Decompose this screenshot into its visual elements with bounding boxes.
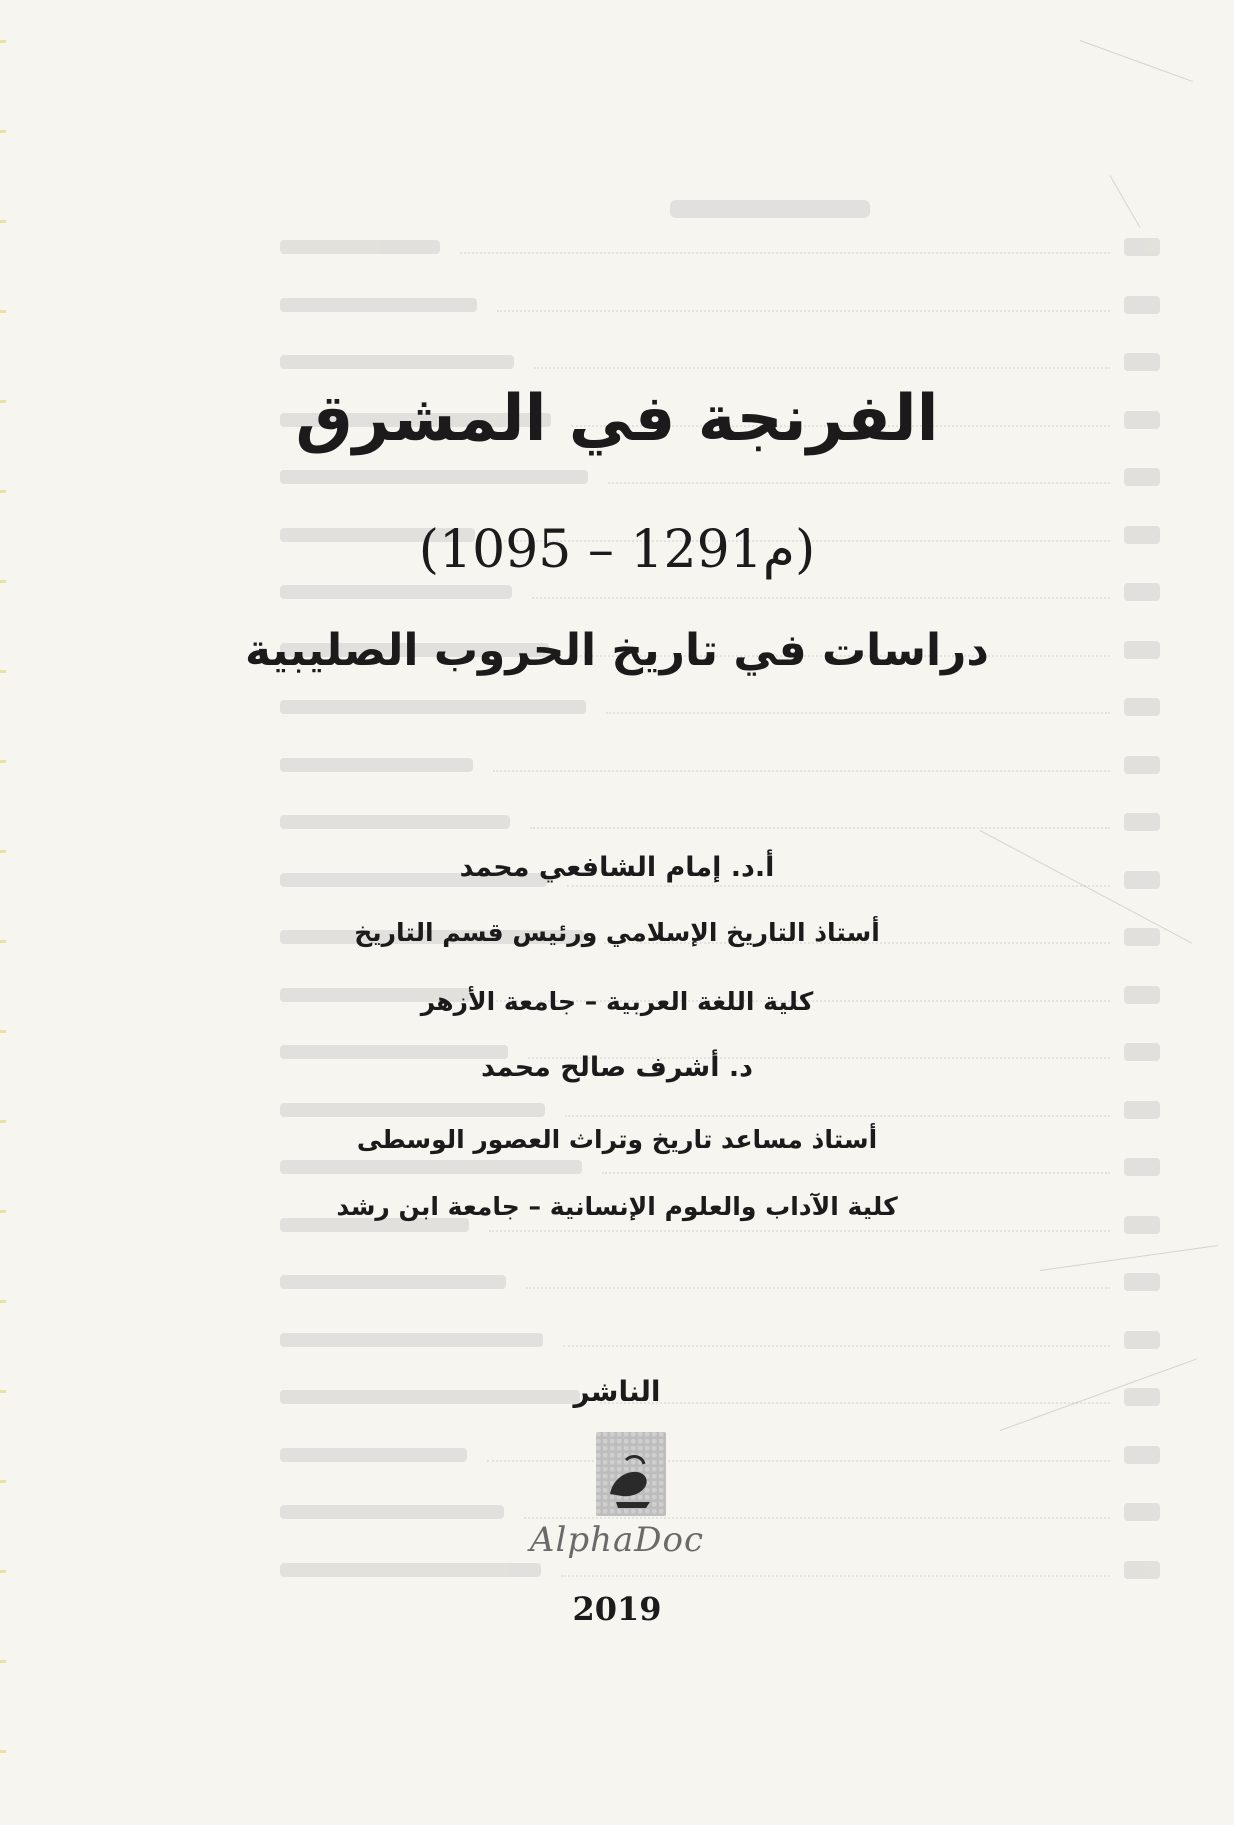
ghost-page-number xyxy=(1124,1503,1160,1521)
ghost-page-number xyxy=(1124,756,1160,774)
book-subtitle: دراسات في تاريخ الحروب الصليبية xyxy=(245,625,989,676)
ghost-entry-text xyxy=(280,1505,504,1519)
ghost-entry-text xyxy=(280,1333,543,1347)
publisher-label: الناشر xyxy=(573,1375,661,1408)
ghost-entry-text xyxy=(280,1563,541,1577)
paper-crease xyxy=(1040,1245,1218,1271)
ghost-leader-dots xyxy=(532,595,1110,599)
ghost-entry-text xyxy=(280,1275,506,1289)
ghost-entry-text xyxy=(280,298,477,312)
author-2-institution: كلية الآداب والعلوم الإنسانية – جامعة ابن رشد xyxy=(336,1192,898,1221)
author-1-institution: كلية اللغة العربية – جامعة الأزهر xyxy=(420,987,814,1016)
ghost-entry-text xyxy=(280,700,586,714)
ghost-entry-text xyxy=(280,758,473,772)
ghost-page-number xyxy=(1124,1561,1160,1579)
ghost-page-number xyxy=(1124,813,1160,831)
ghost-leader-dots xyxy=(563,1343,1110,1347)
ghost-page-number xyxy=(1124,296,1160,314)
ghost-page-number xyxy=(1124,1158,1160,1176)
ghost-page-number xyxy=(1124,238,1160,256)
ghost-leader-dots xyxy=(565,1113,1110,1117)
paper-crease xyxy=(1080,40,1193,82)
ghost-entry-text xyxy=(280,355,514,369)
author-1-name: أ.د. إمام الشافعي محمد xyxy=(459,852,775,883)
ghost-leader-dots xyxy=(487,1458,1110,1462)
ghost-leader-dots xyxy=(606,710,1110,714)
author-1-role: أستاذ التاريخ الإسلامي ورئيس قسم التاريخ xyxy=(354,918,880,947)
ghost-entry-text xyxy=(280,470,588,484)
ghost-heading xyxy=(670,200,870,218)
ghost-page-number xyxy=(1124,353,1160,371)
ghost-leader-dots xyxy=(526,1285,1110,1289)
author-2-role: أستاذ مساعد تاريخ وتراث العصور الوسطى xyxy=(356,1125,878,1154)
ghost-entry-text xyxy=(280,1160,582,1174)
ghost-entry-text xyxy=(280,585,512,599)
ghost-page-number xyxy=(1124,468,1160,486)
publisher-brand: AlphaDoc xyxy=(529,1520,705,1560)
ghost-entry-text xyxy=(280,1103,545,1117)
ghost-page-number xyxy=(1124,1101,1160,1119)
ghost-leader-dots xyxy=(493,768,1110,772)
ghost-page-number xyxy=(1124,583,1160,601)
ghost-leader-dots xyxy=(567,883,1110,887)
ghost-page-number xyxy=(1124,1273,1160,1291)
ghost-entry-text xyxy=(280,1448,467,1462)
ghost-leader-dots xyxy=(602,1170,1110,1174)
ghost-page-number xyxy=(1124,1446,1160,1464)
ghost-entry-text xyxy=(280,240,440,254)
publication-year: 2019 xyxy=(572,1590,662,1628)
ghost-leader-dots xyxy=(530,825,1110,829)
author-2-name: د. أشرف صالح محمد xyxy=(481,1052,753,1083)
ghost-leader-dots xyxy=(497,308,1110,312)
ghost-page-number xyxy=(1124,1331,1160,1349)
book-date-range: (1095 – 1291م) xyxy=(418,520,816,580)
publisher-logo-icon xyxy=(596,1432,666,1516)
ghost-page-number xyxy=(1124,698,1160,716)
book-title: الفرنجة في المشرق xyxy=(295,382,939,456)
ghost-leader-dots xyxy=(534,365,1110,369)
ghost-leader-dots xyxy=(460,250,1110,254)
ghost-leader-dots xyxy=(561,1573,1110,1577)
ghost-entry-text xyxy=(280,815,510,829)
ghost-leader-dots xyxy=(608,480,1110,484)
paper-crease xyxy=(1110,175,1141,227)
ghost-leader-dots xyxy=(489,1228,1110,1232)
